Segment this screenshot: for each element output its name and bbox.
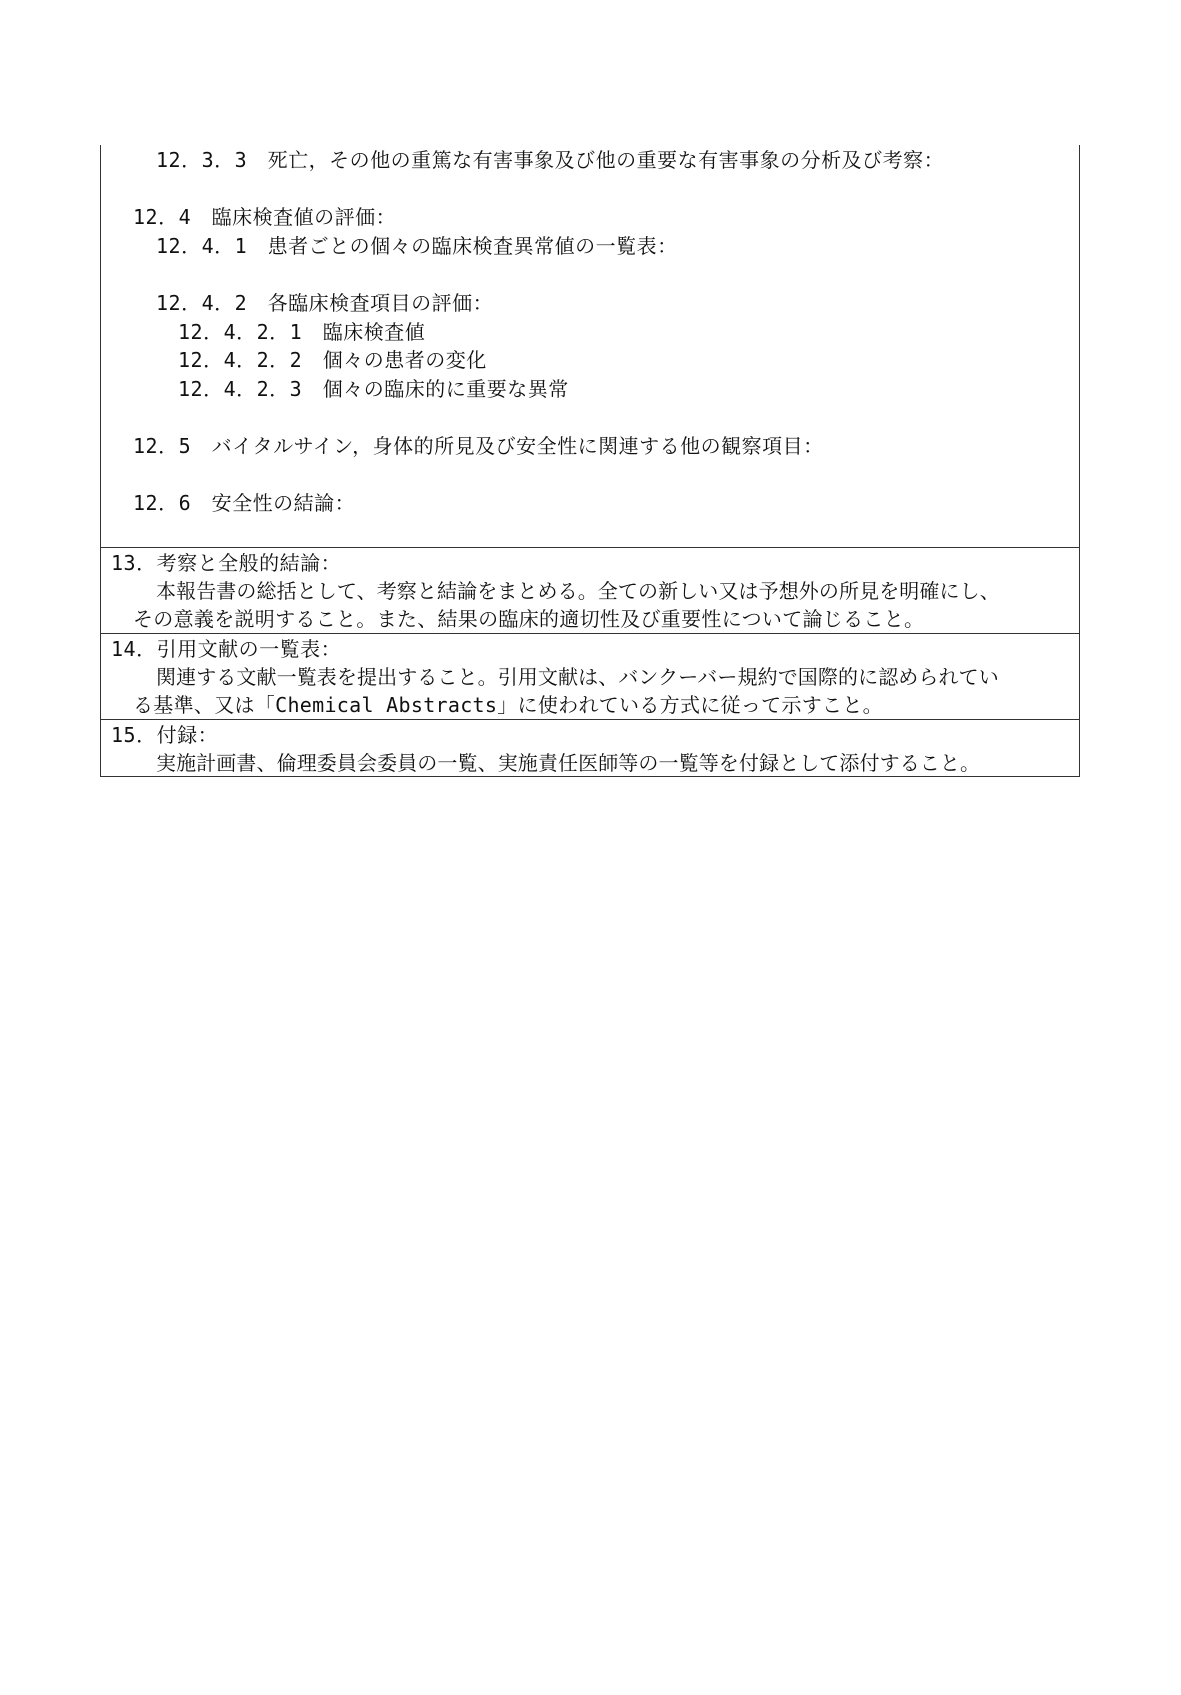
section-13-heading: 13．考察と全般的結論： [111, 551, 342, 575]
item-12-3-3: 12．3．3 死亡，その他の重篤な有害事象及び他の重要な有害事象の分析及び考察： [156, 148, 945, 172]
item-12-4-2-3: 12．4．2．3 個々の臨床的に重要な異常 [178, 377, 569, 401]
item-12-5: 12．5 バイタルサイン，身体的所見及び安全性に関連する他の観察項目： [133, 434, 824, 458]
section-14-body-line-1: 関連する文献一覧表を提出すること。引用文献は、バンクーバー規約で国際的に認められてい [156, 665, 999, 689]
section-14-body-line-2: る基準、又は「Chemical Abstracts」に使われている方式に従って示すこと。 [133, 693, 883, 717]
item-12-4: 12．4 臨床検査値の評価： [133, 205, 397, 229]
item-12-4-2-1: 12．4．2．1 臨床検査値 [178, 320, 426, 344]
section-15-body-line-1: 実施計画書、倫理委員会委員の一覧、実施責任医師等の一覧等を付録として添付すること。 [156, 751, 981, 775]
section-13-body-line-2: その意義を説明すること。また、結果の臨床的適切性及び重要性について論じること。 [133, 607, 925, 631]
item-12-4-2-2: 12．4．2．2 個々の患者の変化 [178, 348, 487, 372]
section-13-body-line-1: 本報告書の総括として、考察と結論をまとめる。全ての新しい又は予想外の所見を明確にし、 [156, 579, 1000, 603]
item-12-6: 12．6 安全性の結論： [133, 491, 356, 515]
section-15-heading: 15．付録： [111, 723, 219, 747]
item-12-4-1: 12．4．1 患者ごとの個々の臨床検査異常値の一覧表： [156, 234, 678, 258]
item-12-4-2: 12．4．2 各臨床検査項目の評価： [156, 291, 494, 315]
section-14-heading: 14．引用文献の一覧表： [111, 637, 342, 661]
